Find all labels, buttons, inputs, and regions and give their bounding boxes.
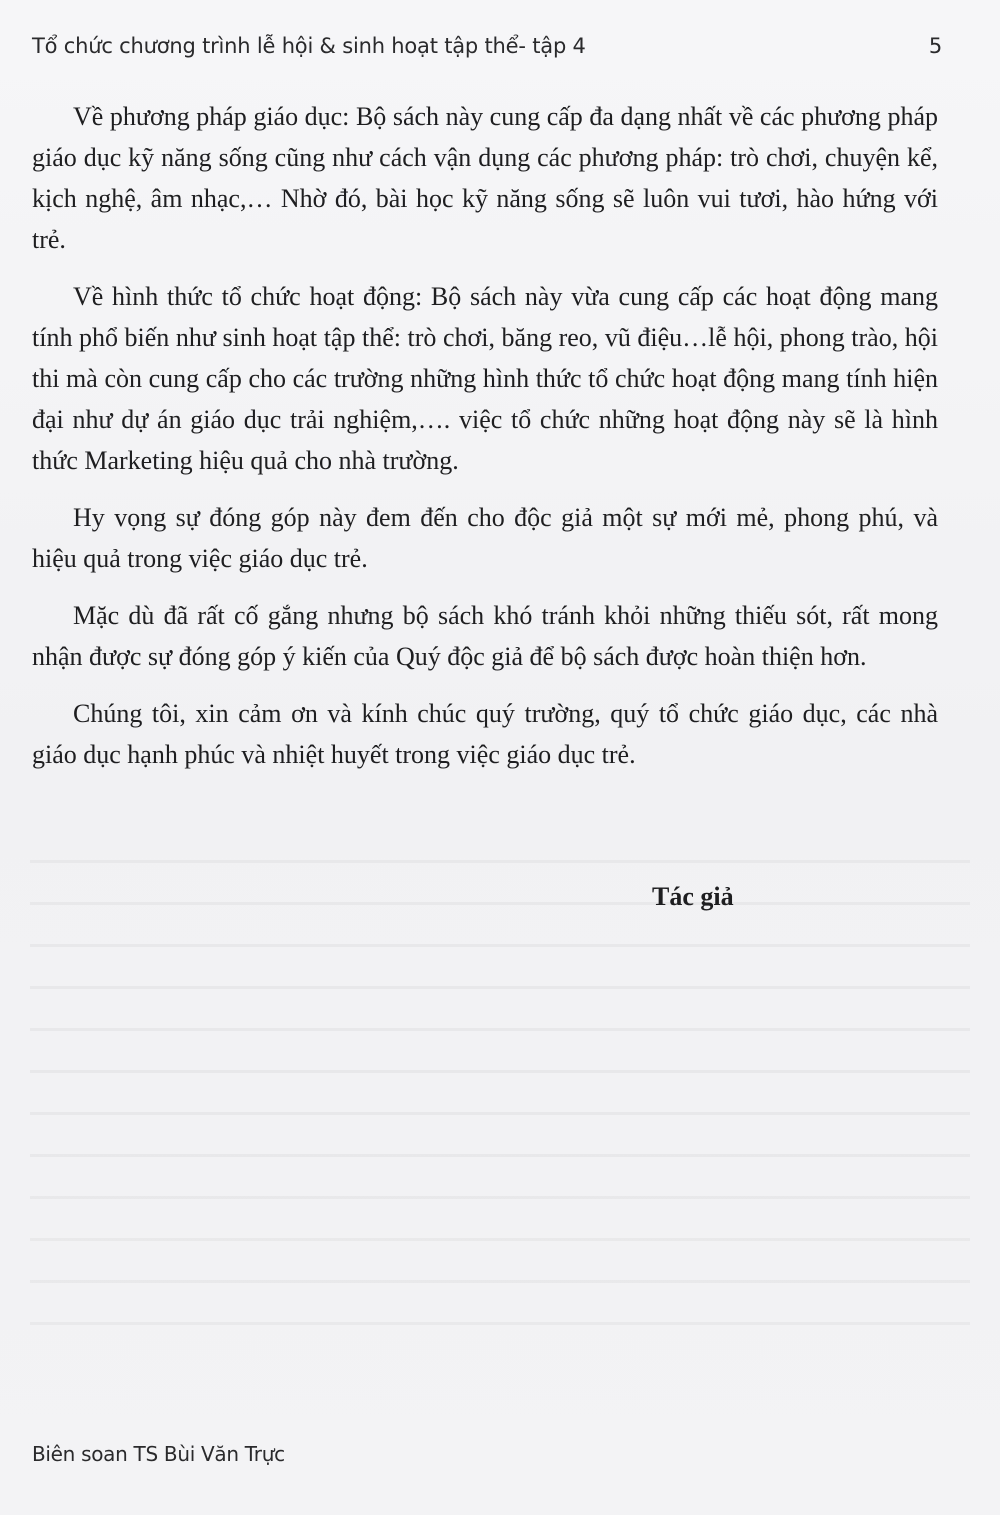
paragraph-hope: Hy vọng sự đóng góp này đem đến cho độc giả một sự mới mẻ, phong phú, và hiệu quả trong việc giáo dục trẻ.: [32, 503, 938, 573]
author-signature: Tác giả: [652, 882, 734, 911]
paragraph-methods: Về phương pháp giáo dục: Bộ sách này cung cấp đa dạng nhất về các phương pháp giáo dục kỹ năng sống cũng như cách vận dụng các phương pháp: trò chơi, chuyện kể, kịch nghệ, âm nhạc,… Nhờ đó, bài học kỹ năng sống sẽ luôn vui tươi, hào hứng với trẻ.: [32, 102, 938, 254]
running-header: [32, 30, 942, 70]
paragraph-feedback: Mặc dù đã rất cố gắng nhưng bộ sách khó tránh khỏi những thiếu sót, rất mong nhận được sự đóng góp ý kiến của Quý độc giả để bộ sách được hoàn thiện hơn.: [32, 601, 938, 671]
page-number: 5: [928, 34, 942, 58]
show-through-texture: [30, 830, 970, 1350]
header-title: Tổ chức chương trình lễ hội & sinh hoạt tập thể- tập 4: [32, 34, 586, 58]
paragraph-activities: Về hình thức tổ chức hoạt động: Bộ sách này vừa cung cấp các hoạt động mang tính phổ biến như sinh hoạt tập thể: trò chơi, băng reo, vũ điệu…lễ hội, phong trào, hội thi mà còn cung cấp cho các trường những hình thức tổ chức hoạt động mang tính hiện đại như dự án giáo dục trải nghiệm,…. việc tổ chức những hoạt động này sẽ là hình thức Marketing hiệu quả cho nhà trường.: [32, 282, 938, 475]
paragraph-thanks: Chúng tôi, xin cảm ơn và kính chúc quý trường, quý tổ chức giáo dục, các nhà giáo dục hạnh phúc và nhiệt huyết trong việc giáo dục trẻ.: [32, 699, 938, 769]
running-footer: Biên soan TS Bùi Văn Trực: [32, 1442, 285, 1466]
body-text: [32, 96, 938, 791]
